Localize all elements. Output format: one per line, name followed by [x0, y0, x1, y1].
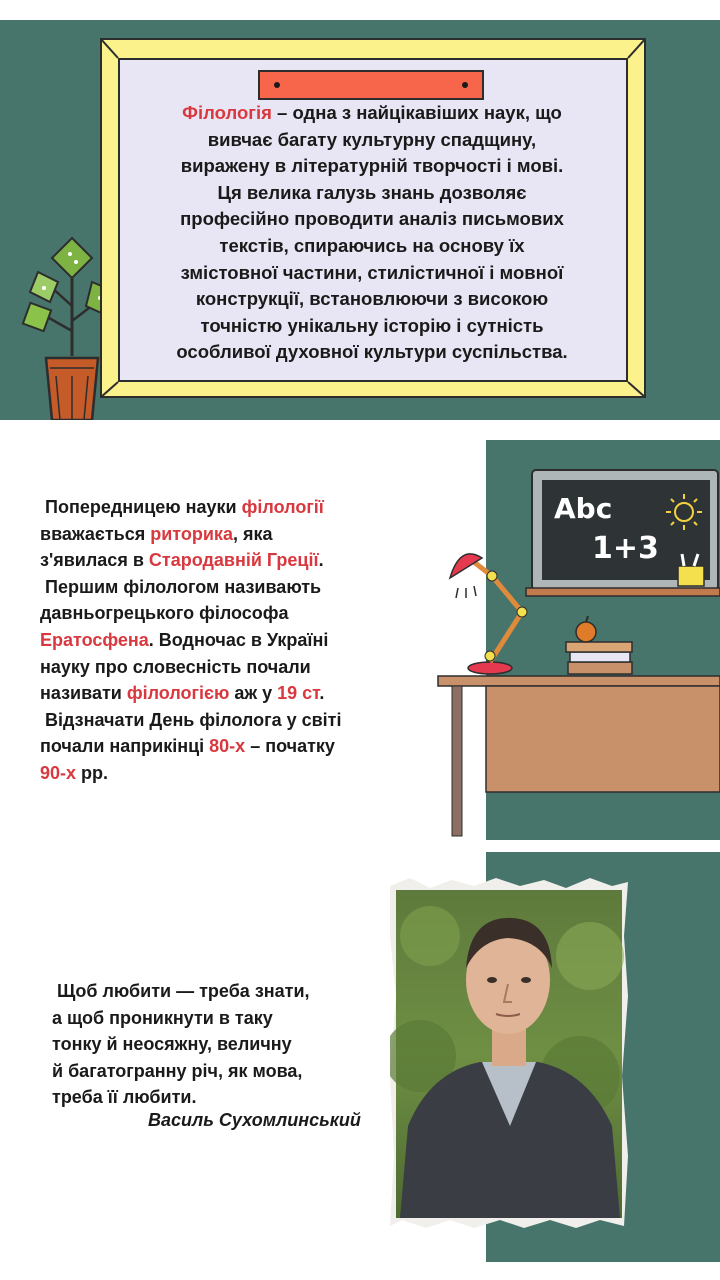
plaque-pin-right — [462, 82, 468, 88]
history-text: Попередницею науки — [45, 497, 242, 517]
history-highlight: філології — [241, 497, 324, 517]
intro-line: особливої духовної культури суспільства. — [176, 341, 568, 363]
intro-line: виражену в літературній творчості і мові. — [180, 155, 564, 177]
history-text: називати — [40, 683, 127, 704]
intro-line: вивчає багату культурну спадщину, — [207, 128, 537, 150]
history-highlight: філологією — [126, 683, 230, 704]
quote-line: Щоб любити — треба знати, — [57, 981, 310, 1001]
portrait-photo — [390, 876, 628, 1232]
history-highlight: 90-х — [40, 762, 77, 783]
history-text: – початку — [245, 736, 335, 757]
history-highlight: 80-х — [209, 736, 246, 757]
history-text: , яка — [232, 523, 273, 544]
history-text: . Водночас в Україні — [148, 629, 329, 650]
intro-line: професійно проводити аналіз письмових — [180, 208, 564, 230]
quote-line: й багатогранну річ, як мова, — [52, 1060, 303, 1081]
intro-line: конструкції, встановлюючи з високою — [195, 288, 549, 310]
intro-line: текстів, спираючись на основу їх — [219, 234, 525, 256]
title-plaque — [258, 70, 484, 100]
quote-author: Василь Сухомлинський — [148, 1110, 361, 1130]
history-text: з'явилася в — [40, 550, 149, 571]
blackboard-math: 1+3 — [592, 531, 659, 566]
history-highlight: Ератосфена — [40, 629, 149, 650]
intro-line: Ця велика галузь знань дозволяє — [217, 181, 527, 203]
intro-term: Філологія — [182, 102, 272, 123]
quote-line: треба її любити. — [52, 1087, 197, 1108]
chalk-cup — [678, 566, 704, 586]
history-highlight: Стародавній Греції — [148, 550, 319, 571]
quote-line: тонку й неосяжну, величну — [52, 1034, 292, 1055]
history-text: . — [318, 550, 324, 571]
quote-paragraph — [52, 978, 382, 1111]
quote-line: а щоб проникнути в таку — [52, 1007, 273, 1028]
history-highlight: риторика — [150, 523, 233, 544]
history-text: аж у — [229, 683, 278, 704]
history-text: Першим філологом називають — [45, 576, 322, 597]
history-text: . — [319, 683, 325, 704]
history-text: науку про словесність почали — [40, 656, 311, 677]
intro-line: точністю унікальну історію і сутність — [200, 314, 544, 336]
intro-line: змістовної частини, стилістичної і мовної — [180, 261, 564, 283]
classroom-illustration — [436, 466, 720, 842]
history-text: почали наприкінці — [40, 736, 210, 757]
history-text: вважається — [40, 523, 151, 544]
history-text: рр. — [76, 762, 109, 783]
intro-line: – одна з найцікавіших наук, що — [271, 102, 562, 123]
history-paragraph — [40, 494, 370, 787]
plaque-pin-left — [274, 82, 280, 88]
history-text: Відзначати День філолога у світі — [45, 709, 342, 730]
history-highlight: 19 ст — [277, 683, 320, 704]
intro-paragraph — [152, 100, 592, 366]
blackboard-abc: Abc — [554, 492, 613, 525]
history-text: давньогрецького філософа — [40, 603, 289, 624]
